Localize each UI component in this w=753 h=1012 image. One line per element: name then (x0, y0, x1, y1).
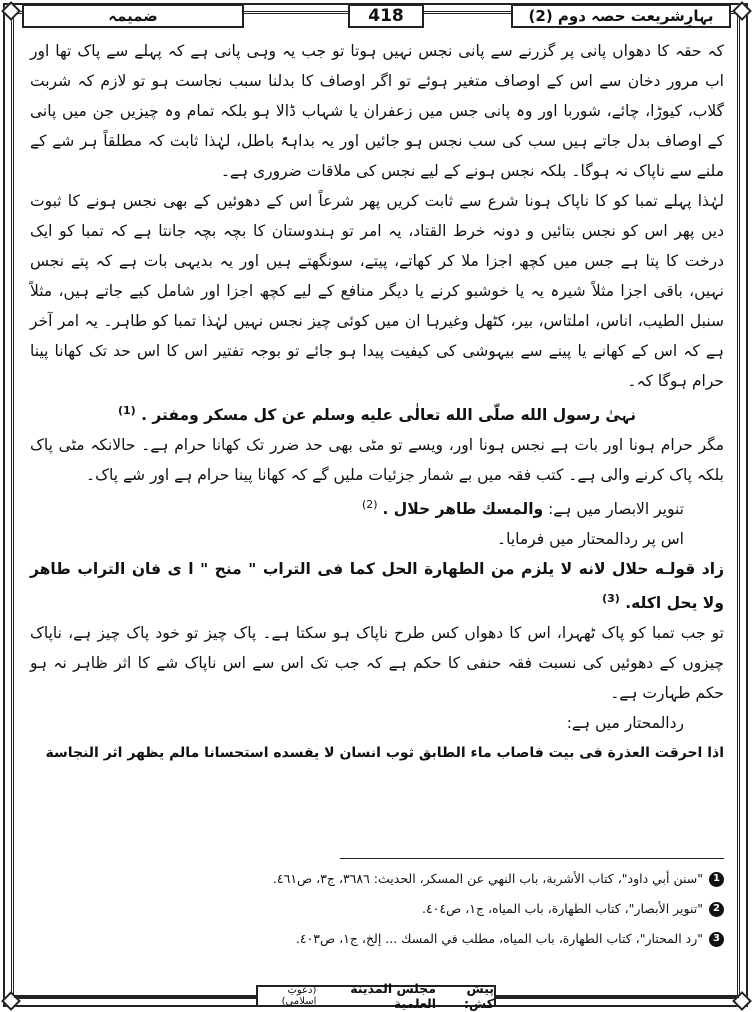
hadith-text: نہیٰ رسول الله صلّى الله تعالٰى عليه وسلم عن كل مسكر ومفتر . (141, 406, 637, 425)
footnote (30, 894, 724, 924)
footnote-text: "سنن أبي داود"، كتاب الأشربة، باب النهي عن المسكر، الحديث: ٣٦٨٦، ج٣، ص٤٦١. (272, 871, 703, 886)
quote-text: زاد قولـه حلال لانه لا يلزم من الطهارة الحل كما فى التراب " منح " ا ى فان التراب طاهر ولا يحل اكله. (30, 560, 724, 613)
quote-radd (30, 554, 724, 618)
quote-tanwir (30, 490, 724, 524)
footnote-ref: (2) (361, 498, 378, 512)
chapter-title: ضمیمہ (22, 4, 244, 28)
page-footer (0, 981, 753, 1011)
book-title: بہارِشریعت حصہ دوم (2) (511, 4, 731, 28)
footnote-text: "رد المحتار"، كتاب الطهارة، باب المياه، مطلب في المسك ... إلخ، ج١، ص٤٠٣. (295, 931, 703, 946)
main-text (30, 36, 724, 768)
footnote-number: 3 (709, 932, 724, 947)
footnote-ref: (3) (602, 592, 620, 606)
paragraph: مگر حرام ہونا اور بات ہے نجس ہونا اور، ویسے تو مٹی بھی حد ضرر تک کھانا حرام ہے۔ حالانکہ مٹی پاک بلکہ پاک کرنے والی ہے۔ کتب فقہ میں بے شمار جزئیات ملیں گے کہ کھانا پینا حرام ہے اور شے پاک۔ (30, 436, 724, 485)
publisher-note: (دعوتِ اسلامی) (281, 985, 317, 1007)
quote-follow: اس پر ردالمحتار میں فرمایا۔ (497, 530, 684, 549)
presented-by-label: پیش کش: (464, 981, 494, 1011)
quote-text: والمسك طاهر حلال . (382, 500, 544, 519)
paragraph: لہٰذا پہلے تمبا کو کا ناپاک ہونا شرع سے ثابت کریں پھر شرعاً اس کے دھوئیں کے بھی نجس ہونے کا ثبوت دیں پھر اس کو نجس بتائیں و دونہ خرط القتاد، یہ امر تو ہندوستان کا بچہ بچہ جانتا ہے کہ تمبا کو ایک درخت کا پتا ہے جس میں کچھ اجزا ملا کر کھاتے، پیتے، سونگھتے ہیں اور یہ بدیہی بات ہے کہ پتے نجس نہیں، باقی اجزا مثلاً شیرہ یہ یا خوشبو کرنے یا دیگر منافع کے لیے کچھ اجزا اور شامل کیے جاتے ہیں، مثلاً سنبل الطیب، اناس، املتاس، بیر، کٹھل وغیرہا ان میں کوئی چیز نجس نہیں لہٰذا تمبا کو طاہر۔ یہ امر آخر ہے کہ اس کے کھانے یا پینے سے بیہوشی کی کیفیت پیدا ہو جائے تو بوجہ تفتیر اس کا اس حد تک کھانا پینا حرام ہوگا کہ۔ (30, 192, 724, 390)
footnote-text: "تنوير الأبصار"، كتاب الطهارة، باب المياه، ج١، ص٤٠٤. (421, 901, 703, 916)
footnote (30, 864, 724, 894)
publisher-name: مجلس المدینة العلمیة (350, 981, 437, 1011)
footnotes (30, 864, 724, 954)
footnote (30, 924, 724, 954)
quote-text: اذا احرقت العذرة فى بيت فاصاب ماء الطابق ثوب انسان لا يفسده استحسانا مالم يظهر اثر النجاسة (45, 745, 724, 762)
page-header (22, 4, 731, 30)
publisher-box (256, 981, 496, 1011)
quote-intro: تنویر الابصار میں ہے: (548, 500, 684, 519)
hadith-quote (30, 396, 724, 430)
paragraph: کہ حقہ کا دھواں پانی پر گزرنے سے پانی نجس نہیں ہوتا تو جب یہ وہی پانی ہے کہ پہلے سے پاک تھا اور اب مرور دخان سے اس کے اوصاف متغیر ہوئے تو اگر اوصاف کا بدلنا سبب نجاست ہو تو لازم کہ شربت گلاب، کیوڑا، چائے، شوربا اور وہ پانی جس میں زعفران یا شہاب ڈالا ہو بلکہ تمام وہ چیزیں جن میں پانی کے اوصاف بدل جاتے ہیں سب کی سب نجس ہو جائیں اور یہ بداہۃً باطل، لہٰذا ثابت کہ مطلقاً ہر شے کے ملنے سے ناپاک نہ ہوگا۔ بلکہ نجس ہونے کے لیے نجس کی ملاقات ضروری ہے۔ (30, 42, 724, 180)
paragraph: تو جب تمبا کو پاک ٹھہرا، اس کا دھواں کس طرح ناپاک ہو سکتا ہے۔ پاک چیز تو خود پاک چیز ہے، ناپاک چیزوں کے دھوئیں کی نسبت فقہ حنفی کا حکم ہے کہ جب تک اس سے اس ناپاک شے کا اثر ظاہر نہ ہو حکم طہارت ہے۔ (30, 624, 724, 703)
footnote-number: 2 (709, 902, 724, 917)
page-number: 418 (348, 4, 424, 28)
footnote-ref: (1) (117, 404, 136, 417)
footnote-number: 1 (709, 872, 724, 887)
footnote-separator (340, 858, 724, 859)
quote-intro: ردالمحتار میں ہے: (566, 714, 684, 733)
